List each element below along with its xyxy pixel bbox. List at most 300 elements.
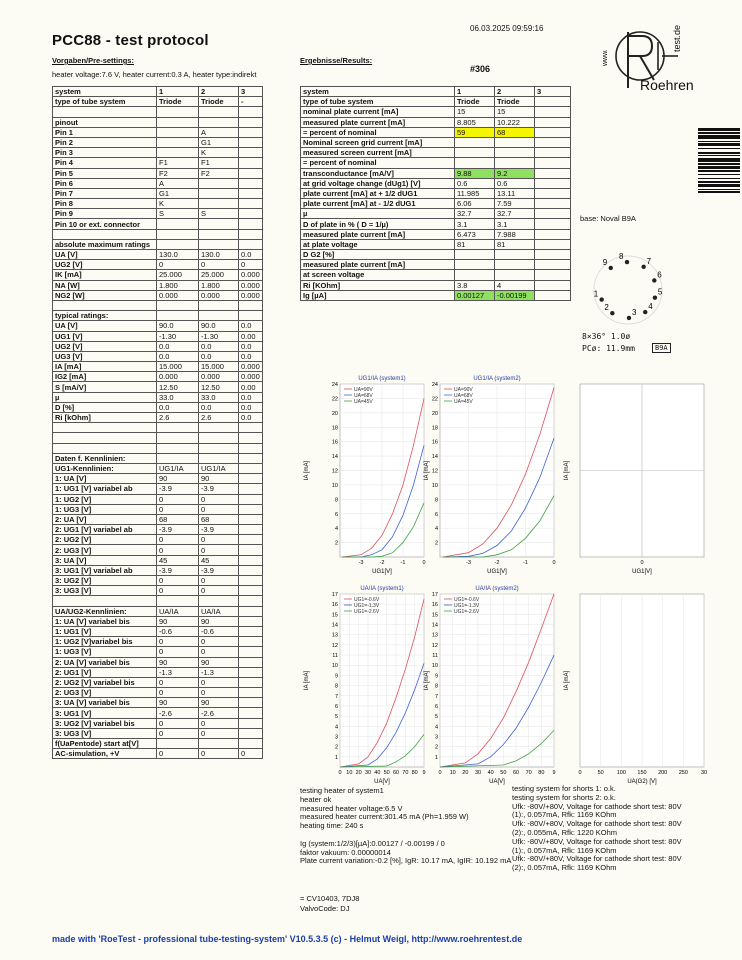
pin-dot xyxy=(610,311,614,315)
chart-ug1-ia-system1 xyxy=(300,370,430,575)
y-axis-label: IA [mA] xyxy=(564,670,570,691)
presets-text: heater voltage:7.6 V, heater current:0.3 A, heater type:indirekt xyxy=(52,70,257,79)
settings-cell: 2: UG1 [V] xyxy=(53,667,157,677)
x-tick-label: -2 xyxy=(379,560,385,566)
results-row xyxy=(301,209,571,219)
settings-cell: - xyxy=(239,97,263,107)
settings-cell xyxy=(199,453,239,463)
settings-row xyxy=(53,596,263,606)
settings-row xyxy=(53,647,263,657)
y-tick-label: 4 xyxy=(334,526,338,533)
settings-cell: IG2 [mA] xyxy=(53,372,157,382)
results-cell xyxy=(535,260,571,270)
settings-cell: Pin 5 xyxy=(53,168,157,178)
x-tick-label: 40 xyxy=(487,770,494,776)
settings-row xyxy=(53,137,263,147)
settings-row xyxy=(53,311,263,321)
results-cell xyxy=(535,270,571,280)
results-cell xyxy=(495,137,535,147)
settings-cell: 2: UG3 [V] xyxy=(53,545,157,555)
settings-cell: type of tube system xyxy=(53,97,157,107)
settings-cell: D [%] xyxy=(53,402,157,412)
results-cell xyxy=(535,148,571,158)
y-tick-label: 15 xyxy=(431,612,438,619)
settings-cell: 0.000 xyxy=(239,372,263,382)
results-cell: Triode xyxy=(455,97,495,107)
settings-cell: 0 xyxy=(199,677,239,687)
y-tick-label: 12 xyxy=(431,642,438,649)
settings-cell xyxy=(239,300,263,310)
settings-cell xyxy=(199,239,239,249)
settings-cell: 0.0 xyxy=(239,402,263,412)
x-tick-label: 30 xyxy=(474,770,482,776)
settings-cell: 0.000 xyxy=(239,362,263,372)
settings-cell xyxy=(239,739,263,749)
settings-cell: F1 xyxy=(199,158,239,168)
results-cell xyxy=(535,219,571,229)
settings-row xyxy=(53,260,263,270)
settings-cell: -3.9 xyxy=(157,525,199,535)
settings-cell: 2: UG1 [V] variabel ab xyxy=(53,525,157,535)
settings-cell: 0 xyxy=(157,637,199,647)
settings-cell xyxy=(157,229,199,239)
settings-cell xyxy=(157,300,199,310)
settings-cell: 1.800 xyxy=(157,280,199,290)
settings-cell: 0 xyxy=(157,576,199,586)
settings-cell: Pin 1 xyxy=(53,127,157,137)
settings-cell xyxy=(239,647,263,657)
y-tick-label: 16 xyxy=(431,602,438,609)
y-axis-label: IA [mA] xyxy=(564,460,570,481)
settings-row xyxy=(53,586,263,596)
results-cell xyxy=(495,260,535,270)
results-row xyxy=(301,280,571,290)
short-info-line: testing system for shorts 1: o.k. xyxy=(512,785,616,793)
settings-cell xyxy=(239,239,263,249)
short-info-line: testing system for shorts 2: o.k. xyxy=(512,792,616,802)
chart-empty-1 xyxy=(560,370,710,575)
y-tick-label: 20 xyxy=(331,410,338,417)
settings-cell xyxy=(239,107,263,117)
settings-cell: 1: UG1 [V] xyxy=(53,626,157,636)
results-cell xyxy=(535,188,571,198)
y-tick-label: 12 xyxy=(431,468,438,475)
results-cell: plate current [mA] at - 1/2 dUG1 xyxy=(301,199,455,209)
settings-row xyxy=(53,148,263,158)
legend-label: UA=90V xyxy=(354,387,373,393)
results-cell: 15 xyxy=(495,107,535,117)
settings-cell xyxy=(239,219,263,229)
heater-info-line: heater ok xyxy=(300,794,332,804)
settings-row xyxy=(53,514,263,524)
settings-cell xyxy=(239,168,263,178)
settings-cell: Triode xyxy=(199,97,239,107)
settings-row xyxy=(53,637,263,647)
y-tick-label: 2 xyxy=(434,540,438,547)
y-tick-label: 6 xyxy=(434,703,438,710)
x-tick-label: 150 xyxy=(637,770,647,776)
settings-cell: UA [V] xyxy=(53,250,157,260)
settings-cell xyxy=(157,433,199,443)
settings-cell: 0 xyxy=(157,586,199,596)
settings-cell xyxy=(239,637,263,647)
settings-cell xyxy=(239,667,263,677)
settings-cell xyxy=(199,433,239,443)
y-tick-label: 6 xyxy=(334,511,338,518)
x-tick-label: 0 xyxy=(422,560,426,566)
settings-cell: 0 xyxy=(199,545,239,555)
settings-cell xyxy=(53,229,157,239)
barcode-bar xyxy=(698,163,740,165)
settings-cell: UG1-Kennlinien: xyxy=(53,463,157,473)
settings-cell: UG2 [V] xyxy=(53,341,157,351)
settings-cell xyxy=(239,178,263,188)
barcode-bar xyxy=(698,184,740,187)
results-cell: 81 xyxy=(495,239,535,249)
settings-cell: K xyxy=(199,148,239,158)
settings-cell: 0 xyxy=(157,494,199,504)
settings-row xyxy=(53,402,263,412)
results-cell xyxy=(535,168,571,178)
x-tick-label: 0 xyxy=(578,770,582,776)
y-tick-label: 16 xyxy=(331,602,338,609)
barcode-bar xyxy=(698,191,740,193)
settings-row xyxy=(53,341,263,351)
settings-cell: UG2 [V] xyxy=(53,260,157,270)
settings-row xyxy=(53,97,263,107)
settings-row xyxy=(53,372,263,382)
legend-label: UA=45V xyxy=(354,399,373,405)
settings-cell: 0.0 xyxy=(199,351,239,361)
results-cell: = percent of nominal xyxy=(301,127,455,137)
results-cell: Ri [KOhm] xyxy=(301,280,455,290)
y-tick-label: 15 xyxy=(331,612,338,619)
results-cell xyxy=(535,127,571,137)
results-cell: 9.88 xyxy=(455,168,495,178)
results-row xyxy=(301,219,571,229)
x-tick-label: 200 xyxy=(658,770,668,776)
x-tick-label: 250 xyxy=(678,770,688,776)
settings-cell: 0 xyxy=(239,260,263,270)
settings-cell xyxy=(239,188,263,198)
settings-cell: IA [mA] xyxy=(53,362,157,372)
settings-cell xyxy=(53,107,157,117)
barcode-bar xyxy=(698,155,740,156)
settings-cell xyxy=(239,514,263,524)
settings-cell: -3.9 xyxy=(199,484,239,494)
results-cell xyxy=(495,250,535,260)
y-tick-label: 11 xyxy=(432,653,438,660)
heater-info-line: testing heater of system1 xyxy=(300,786,384,795)
settings-cell: Pin 4 xyxy=(53,158,157,168)
settings-cell: 0 xyxy=(199,749,239,759)
settings-cell: NG2 [W] xyxy=(53,290,157,300)
settings-row xyxy=(53,209,263,219)
results-cell: 0.00127 xyxy=(455,290,495,300)
results-cell: 3.1 xyxy=(495,219,535,229)
settings-cell: 0.000 xyxy=(239,280,263,290)
settings-row xyxy=(53,199,263,209)
settings-cell: -2.6 xyxy=(199,708,239,718)
settings-cell xyxy=(53,443,157,453)
settings-cell: 90 xyxy=(199,698,239,708)
settings-row xyxy=(53,728,263,738)
settings-cell xyxy=(157,117,199,127)
results-cell: 7.988 xyxy=(495,229,535,239)
results-cell: 7.59 xyxy=(495,199,535,209)
results-cell: system xyxy=(301,87,455,97)
results-cell: 32.7 xyxy=(495,209,535,219)
settings-row xyxy=(53,749,263,759)
settings-cell xyxy=(199,423,239,433)
settings-cell: 0.0 xyxy=(157,351,199,361)
settings-cell: A xyxy=(157,178,199,188)
results-cell xyxy=(455,260,495,270)
heater-info-line: heating time: 240 s xyxy=(300,821,364,831)
y-tick-label: 14 xyxy=(431,454,438,461)
barcode-bar xyxy=(698,166,740,169)
results-cell: nominal plate current [mA] xyxy=(301,107,455,117)
y-tick-label: 4 xyxy=(434,724,438,731)
settings-cell: 0 xyxy=(157,728,199,738)
y-tick-label: 5 xyxy=(334,714,338,721)
settings-row xyxy=(53,250,263,260)
y-tick-label: 18 xyxy=(431,425,438,432)
settings-cell xyxy=(199,443,239,453)
settings-cell: 2: UG2 [V] variabel bis xyxy=(53,677,157,687)
pin-diagram xyxy=(578,248,678,358)
y-tick-label: 12 xyxy=(331,642,338,649)
y-tick-label: 6 xyxy=(334,703,338,710)
settings-cell: 0.000 xyxy=(199,290,239,300)
settings-cell: 0.000 xyxy=(239,290,263,300)
settings-cell: -2.6 xyxy=(157,708,199,718)
pin-dot xyxy=(653,296,657,300)
settings-row xyxy=(53,239,263,249)
settings-row xyxy=(53,290,263,300)
test-datetime: 06.03.2025 09:59:16 xyxy=(470,24,544,33)
settings-row xyxy=(53,270,263,280)
settings-cell xyxy=(239,708,263,718)
settings-cell xyxy=(239,148,263,158)
results-cell: transconductance [mA/V] xyxy=(301,168,455,178)
settings-cell: Pin 2 xyxy=(53,137,157,147)
settings-cell: 0.0 xyxy=(239,321,263,331)
y-tick-label: 14 xyxy=(331,454,338,461)
settings-row xyxy=(53,87,263,97)
settings-cell: 0.0 xyxy=(157,402,199,412)
plot-area xyxy=(440,594,554,767)
results-cell: 4 xyxy=(495,280,535,290)
settings-cell: 0.0 xyxy=(239,351,263,361)
settings-cell: 130.0 xyxy=(199,250,239,260)
settings-cell: 0 xyxy=(239,749,263,759)
settings-cell xyxy=(239,209,263,219)
settings-cell: UA/UG2-Kennlinien: xyxy=(53,606,157,616)
results-cell: at plate voltage xyxy=(301,239,455,249)
settings-cell: F1 xyxy=(157,158,199,168)
legend-label: UG1=-2.6V xyxy=(454,609,480,615)
y-tick-label: 12 xyxy=(331,468,338,475)
settings-cell: pinout xyxy=(53,117,157,127)
settings-cell: UG1/IA xyxy=(199,463,239,473)
settings-cell xyxy=(239,616,263,626)
settings-cell: 3: UG2 [V] xyxy=(53,576,157,586)
y-tick-label: 2 xyxy=(334,540,338,547)
settings-row xyxy=(53,433,263,443)
settings-cell: Pin 7 xyxy=(53,188,157,198)
results-cell: D G2 [%] xyxy=(301,250,455,260)
results-row xyxy=(301,199,571,209)
y-tick-label: 6 xyxy=(434,511,438,518)
settings-cell: Pin 10 or ext. connector xyxy=(53,219,157,229)
pin-number: 9 xyxy=(602,257,608,267)
settings-cell xyxy=(239,626,263,636)
y-tick-label: 20 xyxy=(431,410,438,417)
settings-cell xyxy=(157,311,199,321)
results-row xyxy=(301,117,571,127)
pin-number: 3 xyxy=(631,307,637,317)
logo-text-top: test.de xyxy=(672,24,682,52)
settings-cell xyxy=(239,565,263,575)
settings-row xyxy=(53,168,263,178)
settings-cell: UA/IA xyxy=(157,606,199,616)
y-tick-label: 18 xyxy=(331,425,338,432)
pin-number: 8 xyxy=(619,252,624,262)
settings-cell: Pin 6 xyxy=(53,178,157,188)
settings-cell: 2: UA [V] variabel bis xyxy=(53,657,157,667)
settings-cell: 0 xyxy=(199,504,239,514)
x-tick-label: 0 xyxy=(438,770,442,776)
y-tick-label: 7 xyxy=(434,693,438,700)
y-tick-label: 17 xyxy=(331,592,338,598)
settings-cell: absolute maximum ratings xyxy=(53,239,157,249)
results-row xyxy=(301,290,571,300)
legend-label: UA=68V xyxy=(454,393,473,399)
settings-row xyxy=(53,688,263,698)
settings-cell: 0.0 xyxy=(199,341,239,351)
results-row xyxy=(301,107,571,117)
results-table xyxy=(300,86,571,301)
page-title: PCC88 - test protocol xyxy=(52,32,209,49)
results-cell xyxy=(455,250,495,260)
y-tick-label: 13 xyxy=(331,632,338,639)
y-tick-label: 10 xyxy=(431,663,438,670)
settings-cell: K xyxy=(157,199,199,209)
settings-cell: 0 xyxy=(157,677,199,687)
settings-cell: 90 xyxy=(157,657,199,667)
settings-cell: 1: UG2 [V] xyxy=(53,494,157,504)
settings-cell: 12.50 xyxy=(199,382,239,392)
settings-cell: 0 xyxy=(199,535,239,545)
results-cell: 6.473 xyxy=(455,229,495,239)
results-cell: type of tube system xyxy=(301,97,455,107)
settings-cell: 3: UG1 [V] variabel ab xyxy=(53,565,157,575)
settings-cell: 2: UG3 [V] xyxy=(53,688,157,698)
settings-cell: S xyxy=(157,209,199,219)
results-cell xyxy=(535,158,571,168)
settings-cell xyxy=(239,494,263,504)
results-cell xyxy=(535,199,571,209)
x-tick-label: 0 xyxy=(552,560,556,566)
settings-cell: 0.0 xyxy=(239,413,263,423)
settings-cell: 68 xyxy=(157,514,199,524)
settings-cell xyxy=(157,596,199,606)
results-cell: at grid voltage change (dUg1) [V] xyxy=(301,178,455,188)
y-tick-label: 8 xyxy=(334,683,338,690)
settings-row xyxy=(53,494,263,504)
y-tick-label: 9 xyxy=(434,673,438,680)
settings-row xyxy=(53,677,263,687)
settings-cell: 90 xyxy=(199,657,239,667)
logo-text-main: Roehren xyxy=(640,77,694,93)
results-cell: 3.8 xyxy=(455,280,495,290)
settings-cell: UA [V] xyxy=(53,321,157,331)
results-cell xyxy=(455,270,495,280)
settings-row xyxy=(53,463,263,473)
y-tick-label: 24 xyxy=(331,382,338,388)
results-cell: 10.222 xyxy=(495,117,535,127)
results-row xyxy=(301,148,571,158)
results-cell: 81 xyxy=(455,239,495,249)
settings-cell xyxy=(157,137,199,147)
barcode-bar xyxy=(698,158,740,162)
settings-cell: f(UaPentode) start at[V] xyxy=(53,739,157,749)
settings-cell: 45 xyxy=(199,555,239,565)
y-tick-label: 1 xyxy=(334,754,338,761)
short-info-line: (1):, 0.057mA, Rfk: 1169 KOhm xyxy=(512,810,617,820)
settings-row xyxy=(53,362,263,372)
heater-info-line: measured heater current:301.45 mA (Ph=1.959 W) xyxy=(300,812,469,822)
barcode-bar xyxy=(698,148,740,149)
settings-cell xyxy=(199,178,239,188)
settings-cell xyxy=(239,474,263,484)
barcode-bar xyxy=(698,152,740,154)
results-cell: 9.2 xyxy=(495,168,535,178)
x-axis-label: UG1[V] xyxy=(372,569,392,575)
results-cell: plate current [mA] at + 1/2 dUG1 xyxy=(301,188,455,198)
y-tick-label: 8 xyxy=(334,497,338,504)
settings-cell: 0.000 xyxy=(239,270,263,280)
y-tick-label: 10 xyxy=(331,482,338,489)
settings-cell: F2 xyxy=(157,168,199,178)
x-tick-label: 9 xyxy=(422,770,426,776)
settings-cell xyxy=(53,300,157,310)
settings-cell xyxy=(239,484,263,494)
settings-cell xyxy=(199,188,239,198)
y-tick-label: 10 xyxy=(331,663,338,670)
x-tick-label: 20 xyxy=(355,770,362,776)
settings-cell xyxy=(239,158,263,168)
settings-cell xyxy=(157,443,199,453)
settings-cell: 0.0 xyxy=(239,341,263,351)
settings-cell: 90 xyxy=(157,698,199,708)
x-tick-label: 70 xyxy=(525,770,532,776)
results-row xyxy=(301,137,571,147)
results-row xyxy=(301,178,571,188)
results-cell: measured plate current [mA] xyxy=(301,229,455,239)
settings-row xyxy=(53,413,263,423)
chart-title: UG1/IA (system1) xyxy=(358,376,406,382)
results-cell xyxy=(535,137,571,147)
settings-cell: 0 xyxy=(157,688,199,698)
x-axis-label: UG1[V] xyxy=(632,569,652,575)
y-tick-label: 22 xyxy=(431,396,438,403)
settings-cell xyxy=(199,739,239,749)
y-tick-label: 22 xyxy=(331,396,338,403)
settings-cell: G1 xyxy=(157,188,199,198)
settings-cell: 0 xyxy=(157,718,199,728)
